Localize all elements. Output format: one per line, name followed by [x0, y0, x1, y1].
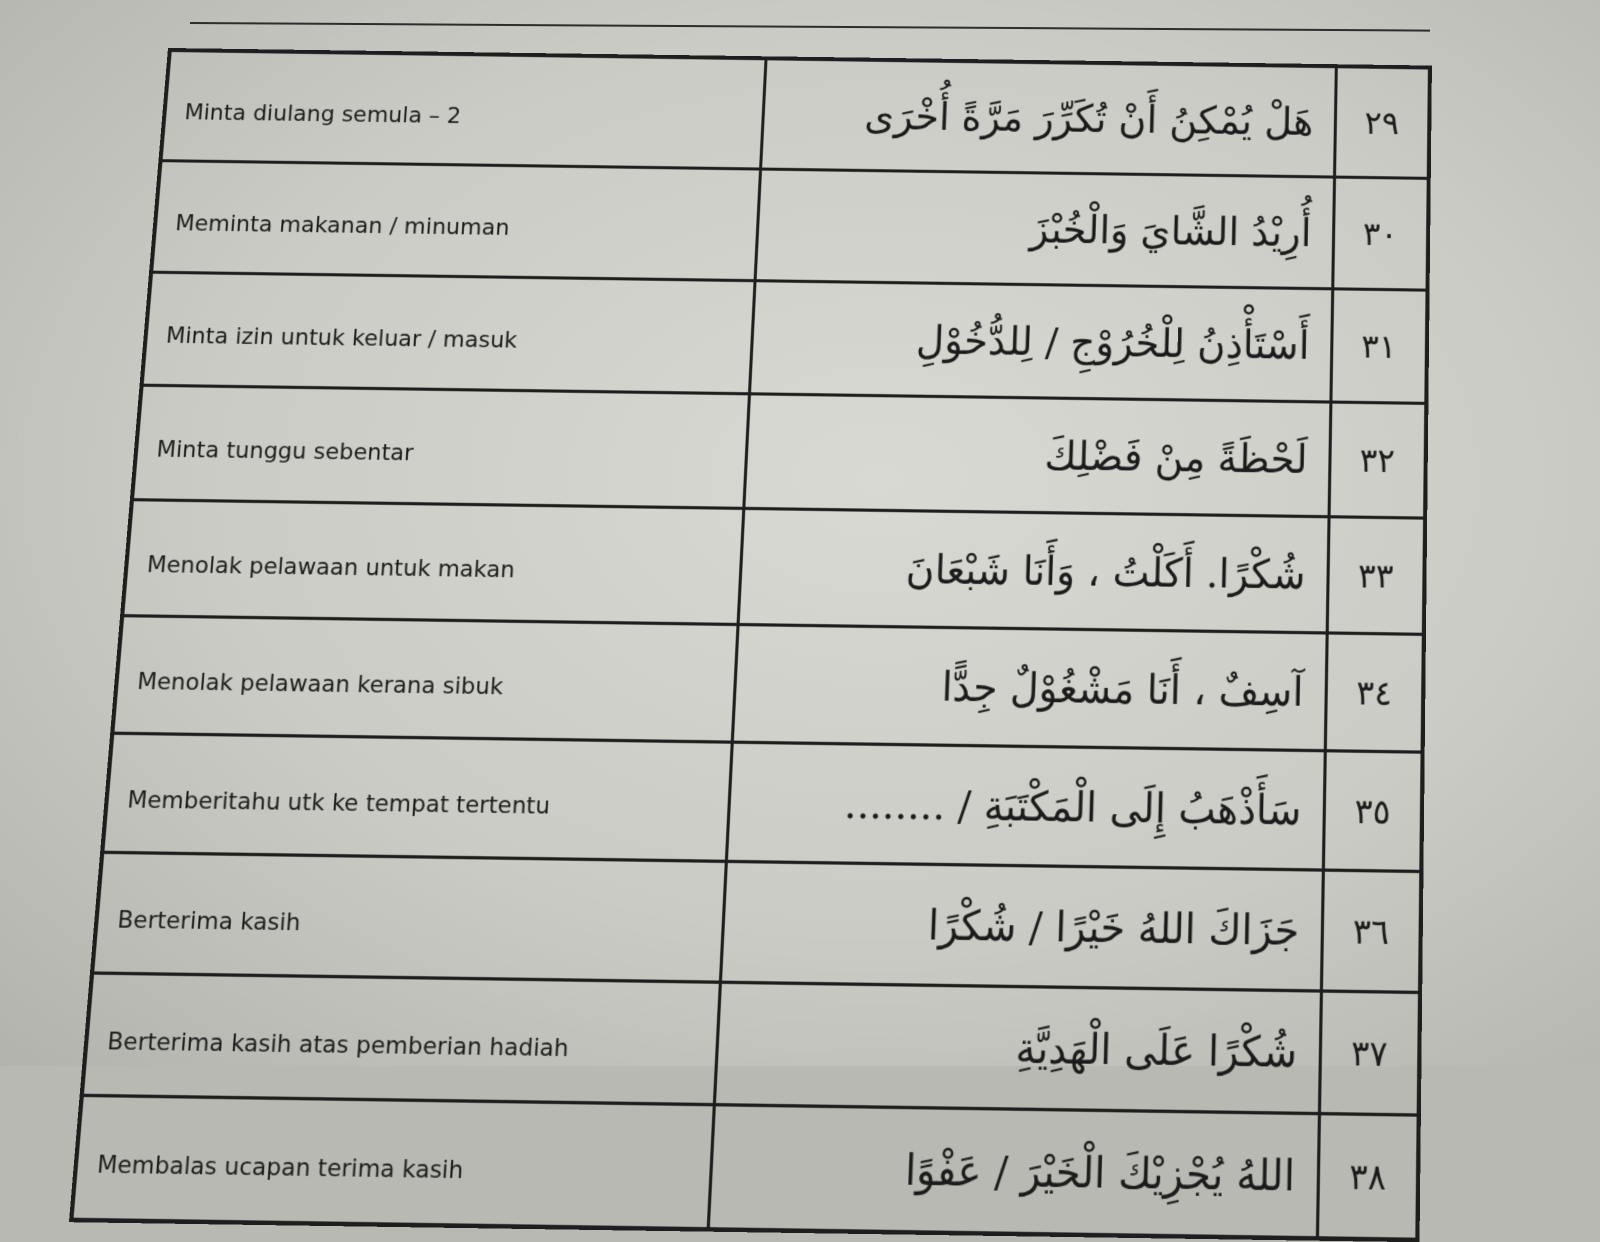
row-label: Memberitahu utk ke tempat tertentu: [102, 733, 731, 861]
table-row: [161, 50, 1430, 178]
row-arabic-phrase: شُكْرًا عَلَى الْهَدِيَّةِ: [714, 982, 1321, 1113]
row-number: ٣٤: [1325, 633, 1424, 752]
table-row: [142, 272, 1428, 403]
table-row: [151, 161, 1429, 291]
row-label: Menolak pelawaan kerana sibuk: [112, 616, 737, 742]
row-label: Menolak pelawaan untuk makan: [122, 500, 743, 625]
row-arabic-phrase: آسِفٌ ، أَنَا مَشْغُوْلٌ جِدًّا: [732, 624, 1327, 750]
row-number: ٢٩: [1334, 66, 1430, 178]
table-row: [92, 852, 1421, 992]
row-number: ٣٦: [1321, 870, 1421, 992]
phrase-table-container: [69, 48, 1428, 1242]
row-arabic-phrase: هَلْ يُمْكِنُ أَنْ تُكَرِّرَ مَرَّةً أُخْرَى: [760, 58, 1336, 177]
table-row: [112, 616, 1424, 752]
row-number: ٣٨: [1317, 1114, 1419, 1240]
row-label: Minta diulang semula – 2: [161, 50, 766, 169]
row-arabic-phrase: لَحْظَةً مِنْ فَضْلِكَ: [743, 394, 1330, 517]
row-label: Membalas ucapan terima kasih: [71, 1095, 714, 1229]
row-label: Berterima kasih: [92, 852, 726, 982]
phrase-table: [69, 48, 1432, 1242]
table-row: [102, 733, 1422, 871]
row-label: Minta izin untuk keluar / masuk: [142, 272, 755, 394]
row-number: ٣٥: [1323, 751, 1423, 872]
table-row: [132, 385, 1426, 518]
table-row: [71, 1095, 1418, 1240]
row-number: ٣١: [1330, 289, 1427, 404]
row-arabic-phrase: أُرِيْدُ الشَّايَ وَالْخُبْزَ: [755, 169, 1334, 289]
row-label: Berterima kasih atas pemberian hadiah: [82, 973, 720, 1105]
row-number: ٣٧: [1319, 991, 1420, 1115]
row-number: ٣٣: [1327, 517, 1425, 635]
row-arabic-phrase: شُكْرًا. أَكَلْتُ ، وَأَنَا شَبْعَانَ: [738, 508, 1329, 633]
table-row: [82, 973, 1420, 1115]
row-arabic-phrase: سَأَذْهَبُ إِلَى الْمَكْتَبَةِ / ........: [726, 742, 1325, 870]
row-arabic-phrase: اللهُ يُجْزِيْكَ الْخَيْرَ / عَفْوًا: [708, 1105, 1319, 1239]
row-arabic-phrase: جَزَاكَ اللهُ خَيْرًا / شُكْرًا: [720, 861, 1323, 991]
row-number: ٣٠: [1332, 177, 1429, 290]
row-label: Minta tunggu sebentar: [132, 385, 749, 508]
table-row: [122, 500, 1425, 635]
row-arabic-phrase: أَسْتَأْذِنُ لِلْخُرُوْجِ / لِلدُّخُوْلِ: [749, 281, 1332, 402]
row-label: Meminta makanan / minuman: [151, 161, 760, 281]
row-number: ٣٢: [1329, 402, 1427, 518]
